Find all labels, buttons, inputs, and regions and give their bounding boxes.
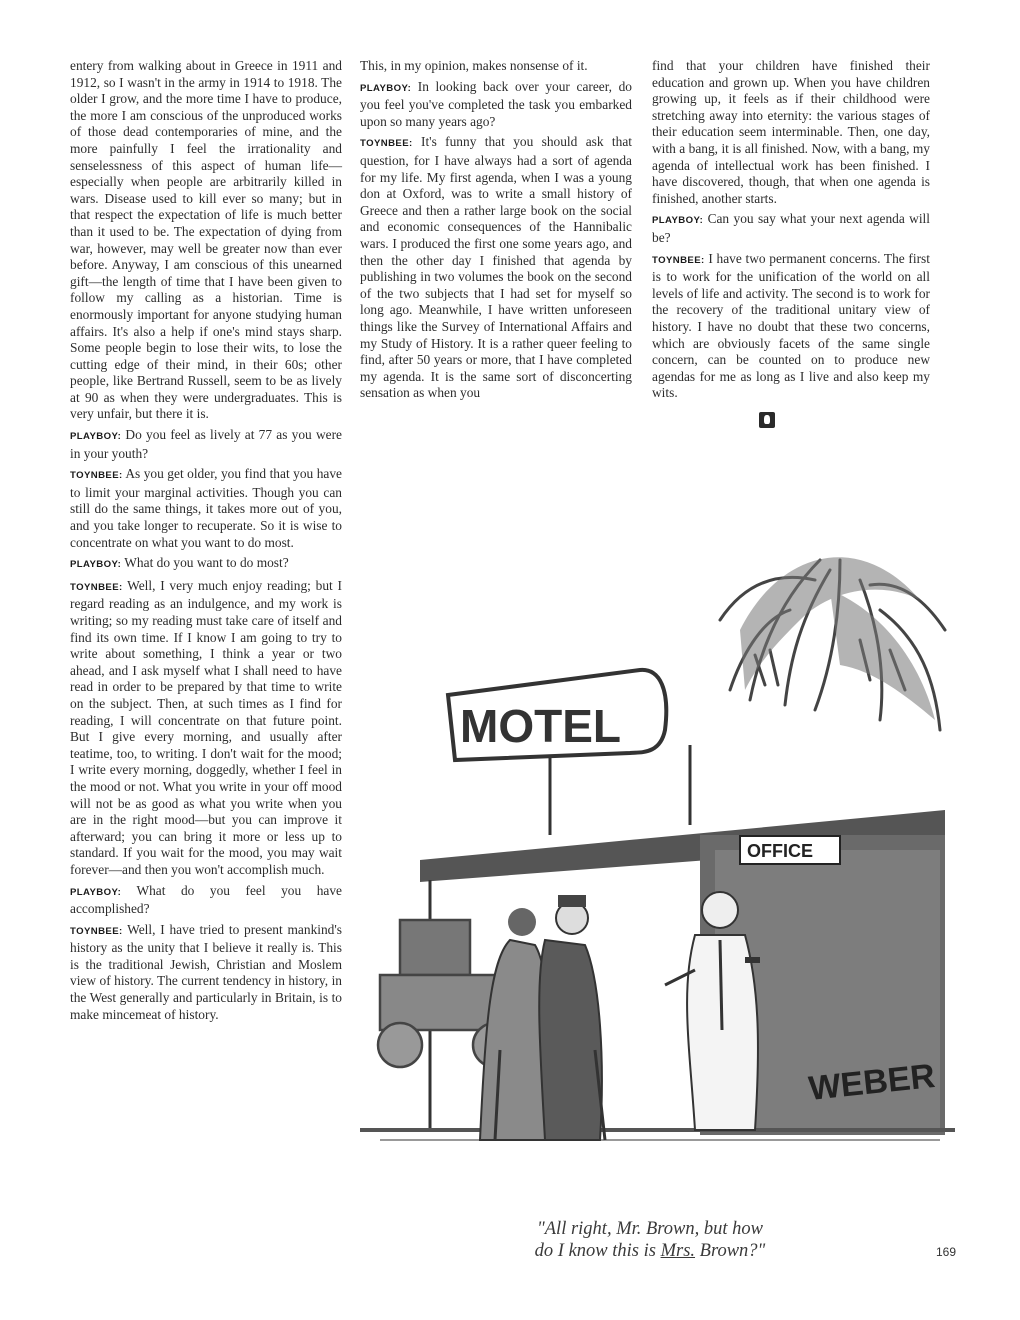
office-sign bbox=[740, 836, 840, 864]
speaker-label: TOYNBEE: bbox=[360, 138, 413, 150]
interview-paragraph bbox=[70, 466, 342, 551]
interview-paragraph bbox=[70, 555, 342, 574]
speaker-label: TOYNBEE: bbox=[652, 254, 705, 266]
interview-paragraph bbox=[360, 79, 632, 131]
paragraph-text: What do you feel you have accomplished? bbox=[70, 882, 342, 917]
interview-paragraph bbox=[70, 883, 342, 918]
paragraph-text: As you get older, you find that you have to limit your marginal activities. Though you can still do the same things, it takes more out of you, and you take longer to recuperate. So it is wise to concentrate on what you want to do most. bbox=[70, 466, 343, 550]
elderly-couple-drawing bbox=[480, 895, 605, 1140]
paragraph-text: In looking back over your career, do you feel you've completed the task you embarked upon so many years ago? bbox=[360, 78, 632, 129]
paragraph-text: entery from walking about in Greece in 1911 and 1912, so I wasn't in the army in 1914 to 1918. The older I grow, and the more time I have to produce, the more I am conscious of the unproduced works of those dead contemporaries of mine, and the more painfully I feel the irrationality and senselessness of this aspect of human life—especially when people are arbitrarily killed in wars. Disease used to kill ever so many; but in that respect the expectation of life is much better than it used to be. The expectation of dying from war, however, may well be greater now than ever before. Anyway, I am conscious of this unearned gift—the length of time that I have been given to follow my calling as a historian. Time is enormously important for anyone studying human affairs. It's also a help if one's mind stays sharp. Some people begin to lose their wits, to lose the cutting edge of their mind, in their 60s; other people, like Bertrand Russell, seem to be as lively at 90 as when they were undergraduates. This is very unfair, but there it is. bbox=[70, 58, 342, 422]
interview-paragraph bbox=[70, 58, 342, 423]
paragraph-text: It's funny that you should ask that question, for I have always had a sort of agenda for my life. My first agenda, when I was a young don at Oxford, was to write a small history of Greece and then a rather large book on the social and economic consequences of the Hannibalic wars. I produced the first one some years ago, and then the other day I finished that agenda by publishing in two volumes the book on the second of the two subjects that I had set for myself so long ago. Meanwhile, I have written unforeseen things like the Survey of International Affairs and my Study of History. It is a rather queer feeling to find, after 50 years or more, that I have completed my agenda. It is the same sort of disconcerting sensation as when you bbox=[360, 134, 633, 401]
interview-paragraph bbox=[652, 251, 930, 402]
paragraph-text: This, in my opinion, makes nonsense of it. bbox=[360, 58, 588, 73]
speaker-label: PLAYBOY: bbox=[652, 215, 704, 227]
page-number: 169 bbox=[936, 1245, 957, 1259]
speaker-label: TOYNBEE: bbox=[70, 925, 123, 937]
caption-line-2: do I know this is Mrs. Brown?" bbox=[534, 1241, 766, 1261]
text-column-2 bbox=[360, 58, 632, 406]
artist-signature: WEBER bbox=[806, 1056, 937, 1108]
speaker-label: TOYNBEE: bbox=[70, 581, 123, 593]
interview-paragraph bbox=[360, 134, 632, 402]
speaker-label: PLAYBOY: bbox=[70, 886, 122, 898]
paragraph-text: Can you say what your next agenda will be? bbox=[652, 211, 930, 245]
bunny-logo-icon bbox=[759, 412, 775, 428]
paragraph-text: Well, I very much enjoy reading; but I regard reading as an indulgence, and my work is writing; so my reading must take care of itself and find its own time. If I know I am going to try to write about something, I think a year or two ahead, and I ask myself what I shall need to have read in order to be prepared by that time to write on the subject. Then, at such times as I find for reading, I will concentrate on that future point. But I give every morning, and usually after teatime, too, to writing. I don't wait for the mood; I write every morning, doggedly, whether I feel in the mood or not. What you write in your off mood will not be as good as what you write when you are in the right mood—but you can improve it afterward; you can bring it more or less up to standard. If you wait for the mood, you may wait forever—and then you won't accomplish much. bbox=[70, 577, 342, 877]
motel-sign-text: MOTEL bbox=[460, 700, 621, 752]
paragraph-text: Well, I have tried to present mankind's history as the unity that I believe it really is. This is the traditional Jewish, Christian and Moslem view of history. The current tendency in history, in the West generally and particularly in Britain, is to make mincemeat of history. bbox=[70, 921, 342, 1022]
text-column-1 bbox=[70, 58, 342, 1027]
interview-paragraph bbox=[70, 578, 342, 879]
motel-sign bbox=[448, 670, 666, 760]
speaker-label: PLAYBOY: bbox=[70, 431, 122, 443]
cartoon-illustration bbox=[360, 490, 955, 1185]
paragraph-text: I have two permanent concerns. The first is to work for the unification of the world on all levels of life and activity. The second is to work for the recovery of the traditional unitary view of history. I have no doubt that these two concerns, which are obviously facets of the same single concern, can be counted on to produce new agendas for me as long as I live and also keep my wits. bbox=[652, 250, 930, 401]
interview-paragraph bbox=[652, 211, 930, 246]
interview-paragraph bbox=[652, 58, 930, 207]
speaker-label: PLAYBOY: bbox=[70, 559, 122, 571]
caption-line-1: "All right, Mr. Brown, but how bbox=[536, 1219, 764, 1239]
interview-paragraph bbox=[70, 922, 342, 1024]
speaker-label: PLAYBOY: bbox=[360, 82, 412, 94]
interview-paragraph bbox=[360, 58, 632, 75]
paragraph-text: Do you feel as lively at 77 as you were in your youth? bbox=[70, 427, 342, 461]
paragraph-text: find that your children have finished their education and grown up. When you have children growing up, it feels as if their childhood were stretching away into eternity: the various stages of their education seem interminable. Then, one day, with a bang, it is all finished. Now, with a bang, my agenda of intellectual work has been finished. I have discovered, though, that when one agenda is finished, another starts. bbox=[652, 58, 930, 206]
cartoon-caption bbox=[440, 1218, 860, 1262]
text-column-3 bbox=[652, 58, 930, 432]
speaker-label: TOYNBEE: bbox=[70, 470, 123, 482]
office-sign-text: OFFICE bbox=[747, 841, 813, 861]
interview-paragraph bbox=[70, 427, 342, 462]
paragraph-text: What do you want to do most? bbox=[124, 555, 289, 571]
